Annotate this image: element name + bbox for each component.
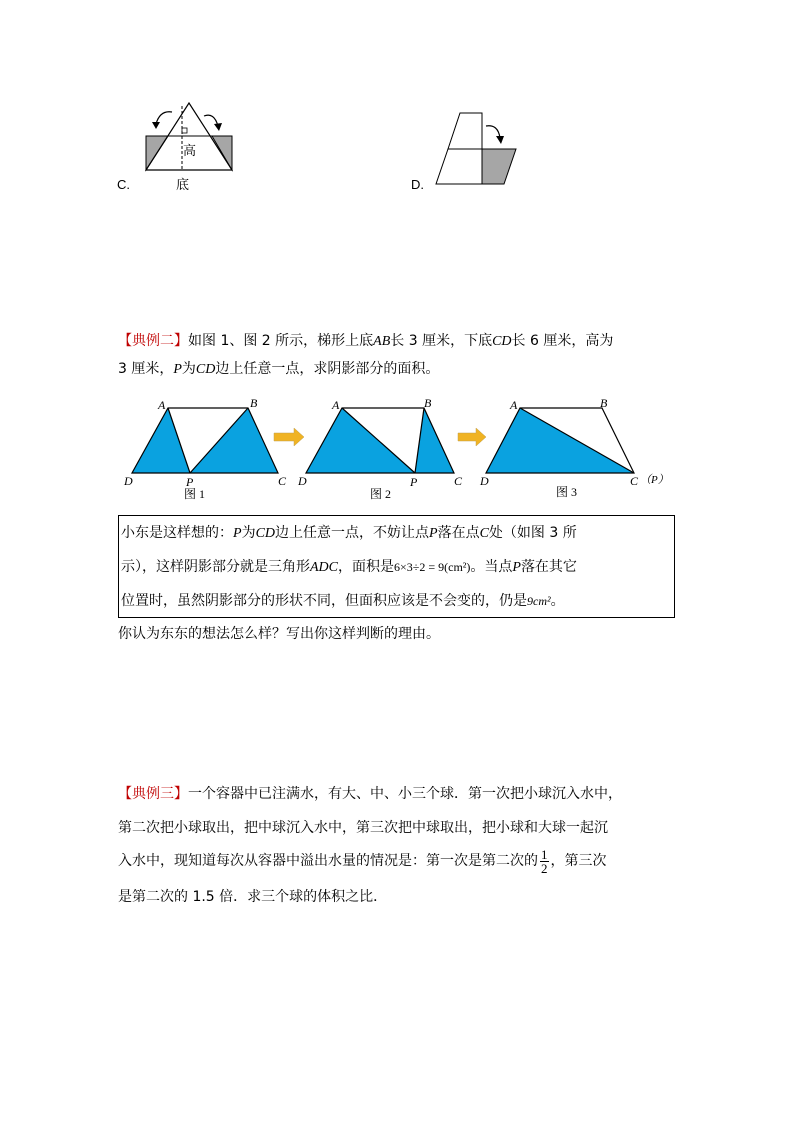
orange-arrow-2 — [458, 428, 486, 446]
example2-line1: 【典例二】如图 1、图 2 所示，梯形上底AB长 3 厘米，下底CD长 6 厘米，高为 — [118, 333, 614, 349]
fig3-label-P: （P） — [640, 474, 669, 486]
base-label: 底 — [176, 178, 190, 193]
xiaodong-reasoning-box — [118, 515, 675, 618]
fig1-shaded-left — [132, 408, 190, 473]
example3-line3: 入水中，现知道每次从容器中溢出水量的情况是：第一次是第二次的 $\frac{1}{2}$ ，第三次 — [118, 846, 607, 876]
trapezoid-figures — [118, 394, 698, 504]
option-d-label: D. — [411, 177, 424, 192]
example3-line4: 是第二次的 1.5 倍．求三个球的体积之比． — [118, 889, 388, 905]
height-label: 高 — [183, 144, 197, 159]
example3-line1: 【典例三】一个容器中已注满水，有大、中、小三个球．第一次把小球沉入水中， — [118, 786, 622, 802]
right-arrowhead — [214, 123, 222, 131]
move-arrowhead — [496, 136, 504, 144]
fig1-caption: 图 1 — [184, 487, 206, 501]
fig3-label-C: C — [630, 474, 639, 488]
figure-1 — [123, 396, 287, 501]
option-c-figure — [138, 98, 238, 178]
box-line3: 位置时，虽然阴影部分的形状不同，但面积应该是不会变的，仍是9cm²。 — [121, 593, 565, 609]
example3-tag: 【典例三】 — [118, 786, 188, 802]
fig2-caption: 图 2 — [370, 487, 392, 501]
fig2-label-D: D — [298, 474, 307, 488]
figure-3 — [479, 396, 669, 499]
fig2-label-B: B — [424, 396, 432, 410]
trapezoid-bottom — [436, 149, 482, 184]
box-line1: 小东是这样想的：P为CD边上任意一点，不妨让点P落在点C处（如图 3 所 — [121, 525, 577, 541]
one-half-fraction: $\frac{1}{2}$ — [541, 846, 548, 876]
orange-arrow-1 — [274, 428, 304, 446]
box-line2: 示），这样阴影部分就是三角形ADC，面积是6×3÷2 = 9(cm²)。当点P落在其它 — [121, 559, 577, 575]
fig2-label-A: A — [332, 398, 340, 412]
option-c-label: C. — [117, 177, 130, 192]
right-angle-mark — [182, 128, 187, 133]
fig2-shaded-left — [306, 408, 415, 473]
fig2-label-P: P — [410, 475, 418, 489]
trapezoid-top — [448, 113, 482, 149]
fig1-label-A: A — [158, 398, 166, 412]
fig3-shaded-triangle — [486, 408, 634, 473]
example3-line2: 第二次把小球取出，把中球沉入水中，第三次把中球取出，把小球和大球一起沉 — [118, 820, 608, 836]
fig1-label-B: B — [250, 396, 258, 410]
gray-parallelogram-piece — [482, 149, 516, 184]
example2-tag: 【典例二】 — [118, 333, 188, 349]
fig1-label-P: P — [186, 475, 194, 489]
fig3-label-D: D — [480, 474, 489, 488]
fig3-label-A: A — [510, 398, 518, 412]
fig1-label-C: C — [278, 474, 287, 488]
fig1-shaded-right — [190, 408, 278, 473]
fig2-label-C: C — [454, 474, 463, 488]
fig3-label-B: B — [600, 396, 608, 410]
figure-2 — [297, 396, 463, 501]
fig3-caption: 图 3 — [556, 485, 578, 499]
fig2-shaded-right — [415, 408, 454, 473]
left-arrowhead — [152, 122, 160, 129]
example2-question: 你认为东东的想法怎么样？写出你这样判断的理由。 — [118, 626, 440, 642]
fig1-label-D: D — [124, 474, 133, 488]
example2-line2: 3 厘米，P为CD边上任意一点，求阴影部分的面积。 — [118, 361, 440, 377]
option-d-figure — [430, 108, 530, 190]
